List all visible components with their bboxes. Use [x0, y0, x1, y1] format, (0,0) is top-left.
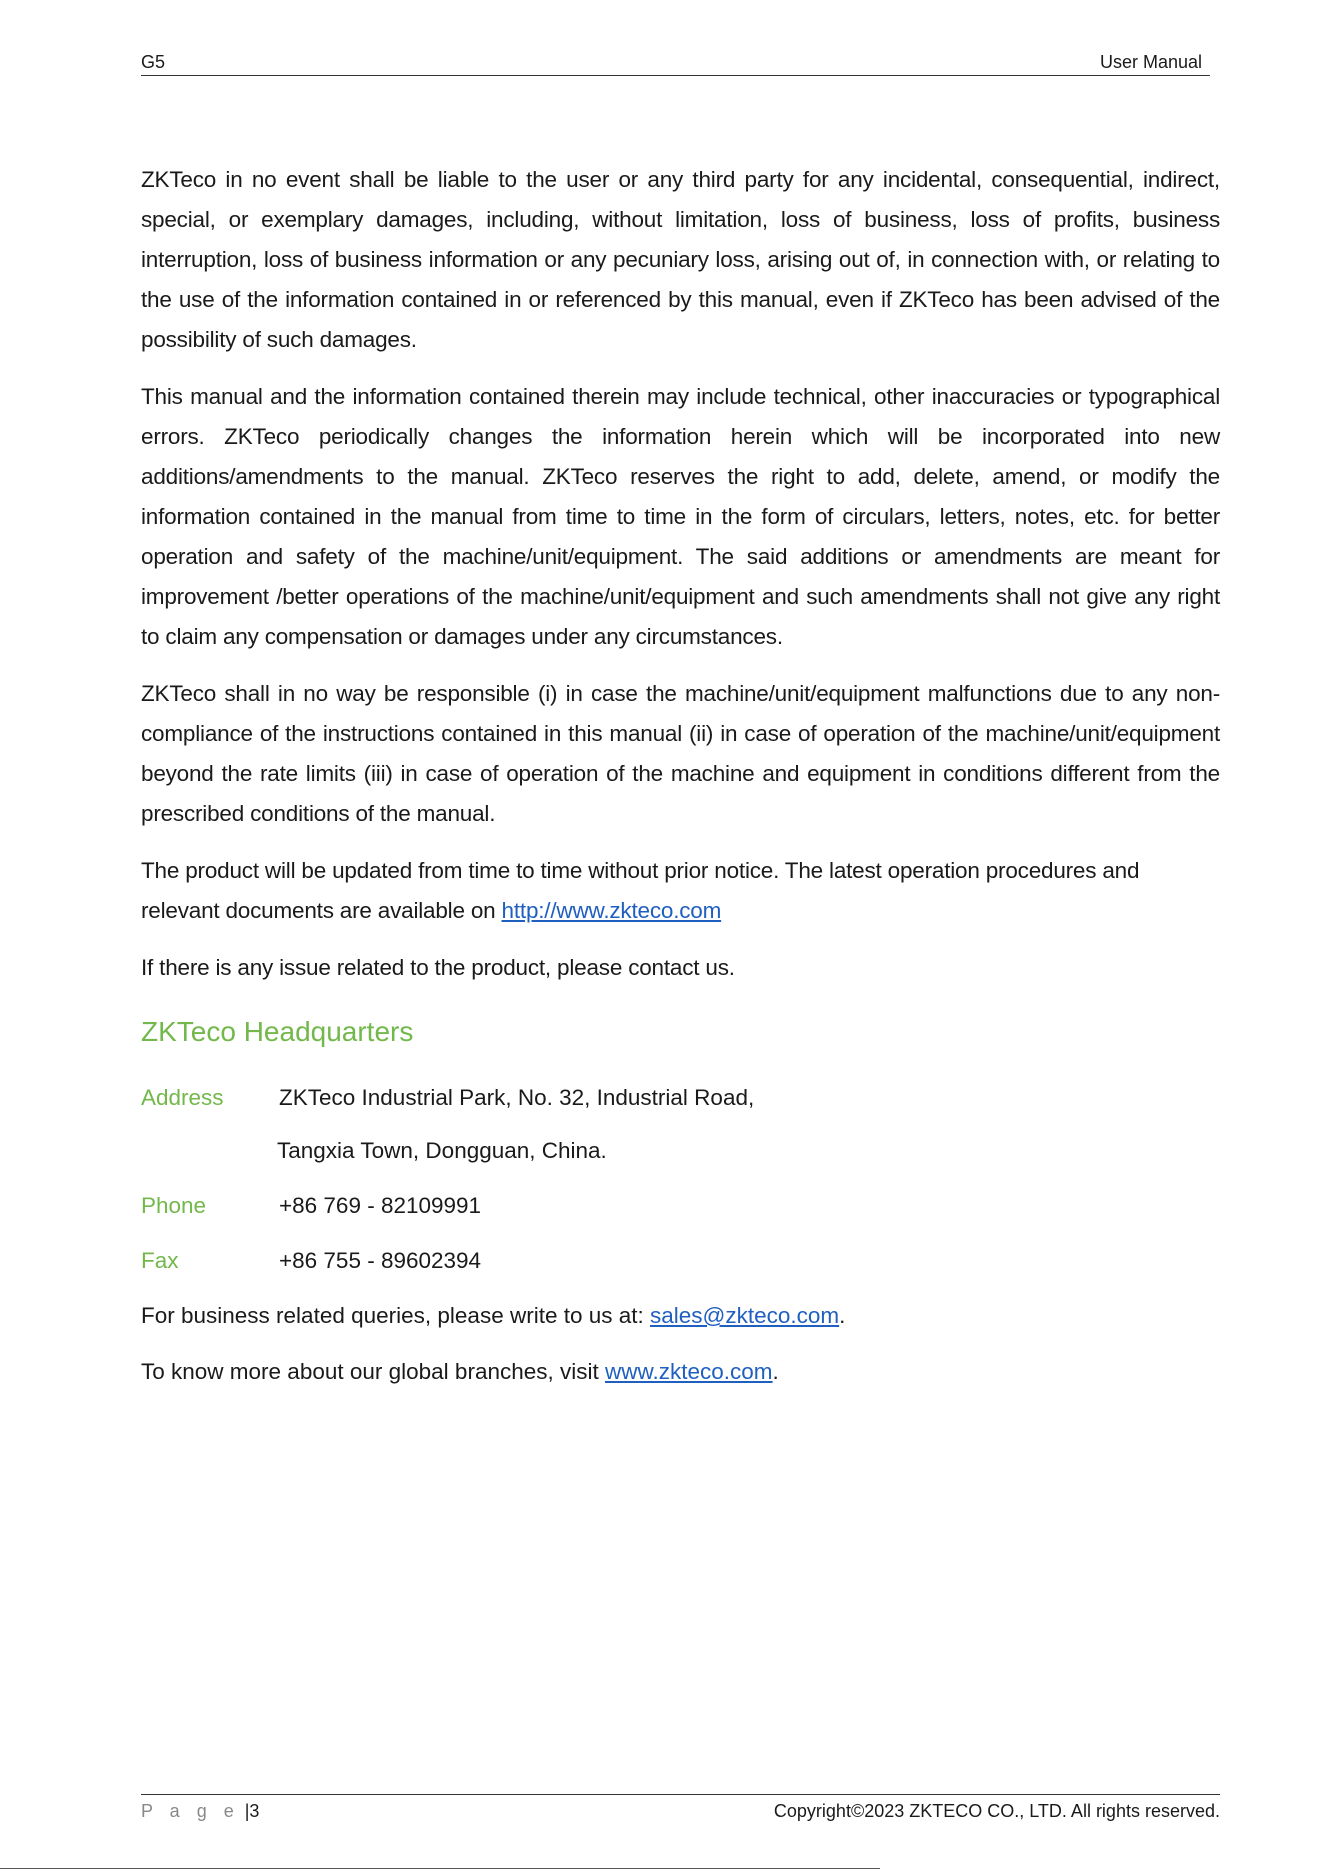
- phone-label: Phone: [141, 1193, 207, 1218]
- page-number-block: [141, 1801, 259, 1822]
- fax-row: [141, 1241, 1220, 1281]
- disclaimer-paragraph-3: ZKTeco shall in no way be responsible (i) in case the machine/unit/equipment malfunctions due to any non-compliance of the instructions contained in this manual (ii) in case of operation of the machine/unit/equipment beyond the rate limits (iii) in case of operation of the machine and equipment in conditions different from the prescribed conditions of the manual.: [141, 681, 1220, 826]
- branches-text: To know more about our global branches, visit: [141, 1359, 605, 1384]
- bottom-divider: [0, 1868, 880, 1869]
- address-line-1: ZKTeco Industrial Park, No. 32, Industrial Road,: [279, 1085, 755, 1110]
- phone-value: +86 769 - 82109991: [279, 1193, 482, 1218]
- address-row: [141, 1078, 1220, 1118]
- page-separator: |: [244, 1801, 250, 1821]
- branches-link[interactable]: www.zkteco.com: [605, 1359, 773, 1384]
- contact-line: If there is any issue related to the product, please contact us.: [141, 955, 735, 980]
- page-content: [141, 160, 1220, 1408]
- address-label: Address: [141, 1085, 224, 1110]
- address-line-2: Tangxia Town, Dongguan, China.: [277, 1138, 607, 1163]
- hq-heading: ZKTeco Headquarters: [141, 1016, 414, 1047]
- copyright-text: Copyright©2023 ZKTECO CO., LTD. All rights reserved.: [773, 1801, 1220, 1821]
- website-link[interactable]: http://www.zkteco.com: [501, 898, 722, 923]
- header-model: G5: [141, 52, 166, 72]
- page-header: [141, 50, 1210, 76]
- page-label: P a g e: [141, 1801, 240, 1821]
- page-footer: [141, 1794, 1220, 1825]
- phone-row: [141, 1186, 1220, 1226]
- update-notice-paragraph: [141, 851, 1220, 931]
- branches-end: .: [772, 1359, 779, 1384]
- business-query-line: [141, 1296, 1220, 1336]
- business-query-end: .: [839, 1303, 846, 1328]
- page-number: 3: [249, 1801, 260, 1821]
- sales-email-link[interactable]: sales@zkteco.com: [650, 1303, 840, 1328]
- disclaimer-paragraph-1: ZKTeco in no event shall be liable to the user or any third party for any incidental, consequential, indirect, special, or exemplary damages, including, without limitation, loss of business, loss of profits, business interruption, loss of business information or any pecuniary loss, arising out of, in connection with, or relating to the use of the information contained in or referenced by this manual, even if ZKTeco has been advised of the possibility of such damages.: [141, 167, 1220, 352]
- header-doc-title: User Manual: [1099, 52, 1202, 72]
- update-notice-text: The product will be updated from time to time without prior notice. The latest operation procedures and relevant documents are available on: [141, 858, 1140, 923]
- business-query-text: For business related queries, please write to us at:: [141, 1303, 651, 1328]
- branches-line: [141, 1352, 1220, 1392]
- disclaimer-paragraph-2: This manual and the information contained therein may include technical, other inaccuracies or typographical errors. ZKTeco periodically changes the information herein which will be incorporated into new additions/amendments to the manual. ZKTeco reserves the right to add, delete, amend, or modify the information contained in the manual from time to time in the form of circulars, letters, notes, etc. for better operation and safety of the machine/unit/equipment. The said additions or amendments are meant for improvement /better operations of the machine/unit/equipment and such amendments shall not give any right to claim any compensation or damages under any circumstances.: [141, 384, 1220, 649]
- fax-label: Fax: [141, 1248, 179, 1273]
- fax-value: +86 755 - 89602394: [279, 1248, 482, 1273]
